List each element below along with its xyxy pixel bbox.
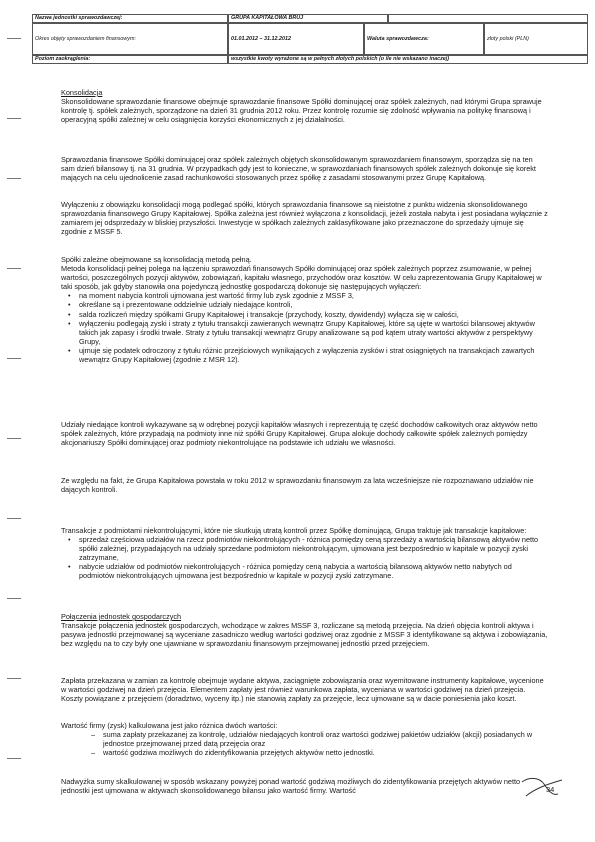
consolidation-paragraph: Wyłączeniu z obowiązku konsolidacji mogą podlegać spółki, których sprawozdania finansowe są nieistotne z punktu widzenia skonsolidowanego sprawozdania finansowego Grupy Kapitałowej. Spółka zależna jest również wyłączona z konsolidacji, jeżeli została nabyta i jest posiadana wyłącznie z zamiarem jej odsprzedaży w bliskiej przyszłości. Inwestycje w spółkach zależnych zaklasyfikowane jako przeznaczone do sprzedaży ujmuje się zgodnie z MSSF 5. [61, 200, 548, 237]
margin-mark [7, 518, 21, 519]
period-label: Okres objęty sprawozdaniem finansowym: [32, 23, 228, 55]
consideration-section [61, 676, 548, 703]
consolidation-heading: Konsolidacja [61, 88, 103, 97]
full-method-section [61, 255, 548, 364]
consolidation-paragraph: Sprawozdania finansowe Spółki dominującej oraz spółek zależnych objętych skonsolidowanym sprawozdaniem finansowym, sporządza się na ten sam dzień bilansowy tj. na 31 grudnia. W przypadkach gdy jest to konieczne, w sprawozdaniach finansowych spółek zależnych dokonuje się korekt mających na celu ujednolicenie zasad rachunkowości stosowanych przez spółkę z zasadami stosowanymi przez Grupę Kapitałową. [61, 155, 536, 183]
list-item: – wartość godziwa możliwych do zidentyfikowania przejętych aktywów netto jednostki. [61, 748, 548, 757]
list-item: • sprzedaż częściowa udziałów na rzecz podmiotów niekontrolujących - różnica pomiędzy ceną sprzedaży a wartością bilansową aktywów netto spółki zależnej, przypadających na udziały sprzedane podmiotom niekontrolującym, ujmowana jest bezpośrednio w kapitale w pozycji zyski zatrzymane, [61, 535, 548, 562]
transactions-list [61, 535, 548, 580]
exclusions-list [61, 291, 548, 364]
currency-label: Waluta sprawozdawcza: [364, 23, 484, 55]
transactions-intro: Transakcje z podmiotami niekontrolującymi, które nie skutkują utratą kontroli przez Spółkę dominującą, Grupa traktuje jak transakcje kapitałowe: [61, 526, 527, 535]
header-table [32, 14, 588, 76]
list-item: • ujmuje się podatek odroczony z tytułu różnic przejściowych wynikających z wyłączenia zysków i strat osiągniętych na transakcjach zawartych wewnątrz Grupy Kapitałowej (zgodnie z MSR 12). [61, 346, 548, 364]
margin-mark [7, 358, 21, 359]
consideration-paragraph: Zapłata przekazana w zamian za kontrolę obejmuje wydane aktywa, zaciągnięte zobowiązania oraz wyemitowane instrumenty kapitałowe, wycenione w wartości godziwej na dzień przejęcia. Elementem zapłaty jest również warunkowa zapłata, wyceniana w wartości godziwej na dzień przejęcia. Koszty powiązane z przejęciem (doradztwo, wyceny itp.) nie stanowią zapłaty za przejęcie, lecz ujmowane są w dacie poniesienia jako koszt. [61, 676, 544, 704]
full-method-intro: Spółki zależne obejmowane są konsolidacją metodą pełną. [61, 255, 252, 264]
signature-scribble [518, 774, 564, 804]
consolidation-section [61, 88, 548, 124]
goodwill-excess-paragraph: Nadwyżka sumy skalkulowanej w sposób wskazany powyżej ponad wartość godziwą możliwych do zidentyfikowania przejętych aktywów netto jednostki jest ujmowana w aktywach skonsolidowanego bilansu jako wartość firmy. Wartość [61, 777, 521, 796]
full-method-paragraph: Metoda konsolidacji pełnej polega na łączeniu sprawozdań finansowych Spółki dominującej oraz spółek zależnych poprzez zsumowanie, w pełnej wartości, poszczególnych pozycji aktywów, zobowiązań, kapitału własnego, przychodów oraz kosztów. W celu zaprezentowania Grupy Kapitałowej w taki sposób, jak gdyby stanowiła ona pojedynczą jednostkę gospodarczą dokonuje się następujących wyłączeń: [61, 264, 542, 292]
nci-note-paragraph: Ze względu na fakt, że Grupa Kapitałowa powstała w roku 2012 w sprawozdaniu finansowym za lata wcześniejsze nie rozpoznawano udziałów nie dających kontroli. [61, 476, 534, 495]
margin-mark [7, 438, 21, 439]
list-item: – suma zapłaty przekazanej za kontrolę, udziałów niedających kontroli oraz wartości godziwej pakietów udziałów (akcji) posiadanych w jednostce przejmowanej przed datą przejęcia oraz [61, 730, 548, 748]
consolidation-paragraph: Skonsolidowane sprawozdanie finansowe obejmuje sprawozdanie finansowe Spółki dominującej oraz spółek zależnych, nad którymi Grupa sprawuje kontrolę tj. spółek zależnych, sporządzone na dzień 31 grudnia 2012 roku. Przez kontrolę rozumie się zdolność wpływania na politykę finansową i operacyjną spółki zależnej w celu osiągnięcia korzyści ekonomicznych z jej działalności. [61, 97, 542, 125]
list-item: • określane są i prezentowane oddzielnie udziały niedające kontroli, [61, 300, 548, 309]
margin-mark [7, 118, 21, 119]
mergers-section [61, 612, 548, 648]
consolidation-section-2 [61, 155, 548, 182]
page-number: 34 [546, 785, 555, 794]
list-item: • nabycie udziałów od podmiotów niekontrolujących - różnica pomiędzy ceną nabycia a wartością bilansową aktywów netto nabytych od podmiotów niekontrolujących ujmowana jest bezpośrednio w kapitale w pozycji zyski zatrzymane. [61, 562, 548, 580]
nci-note-section [61, 476, 548, 494]
margin-mark [7, 38, 21, 39]
margin-mark [7, 268, 21, 269]
consolidation-section-3 [61, 200, 548, 236]
mergers-paragraph: Transakcje połączenia jednostek gospodarczych, wchodzące w zakres MSSF 3, rozliczane są metodą przejęcia. Na dzień objęcia kontroli aktywa i pasywa jednostki przejmowanej są wyceniane zasadniczo według wartości godziwej oraz zgodnie z MSSF 3 identyfikowane są aktywa i zobowiązania, bez względu na to czy były one ujawniane w sprawozdaniu finansowym przejmowanej jednostki przed przejęciem. [61, 621, 548, 649]
mergers-heading: Połączenia jednostek gospodarczych [61, 612, 182, 621]
list-item: • wyłączeniu podlegają zyski i straty z tytułu transakcji zawieranych wewnątrz Grupy Kapitałowej, które są ujęte w wartości bilansowej aktywów takich jak zapasy i środki trwałe. Straty z tytułu transakcji wewnątrz Grupy analizowane są pod kątem utraty wartości aktywów z perspektywy Grupy, [61, 319, 548, 346]
margin-mark [7, 178, 21, 179]
nci-paragraph: Udziały niedające kontroli wykazywane są w odrębnej pozycji kapitałów własnych i reprezentują tę część dochodów całkowitych oraz aktywów netto spółek zależnych, które przypadają na podmioty inne niż spółki Grupy Kapitałowej. Grupa alokuje dochody całkowite spółek zależnych pomiędzy akcjonariuszy Spółki dominującej oraz podmioty niekontrolujące na podstawie ich udziału we własności. [61, 420, 538, 448]
entity-name-label: Nazwa jednostki sprawozdawczej: [32, 14, 228, 23]
currency-value: złoty polski (PLN) [484, 23, 588, 55]
period-value: 01.01.2012 – 31.12.2012 [228, 23, 364, 55]
entity-name-value: GRUPA KAPITAŁOWA BRUJ [228, 14, 388, 23]
list-item: • na moment nabycia kontroli ujmowana jest wartość firmy lub zysk zgodnie z MSSF 3, [61, 291, 548, 300]
entity-name-empty [388, 14, 588, 23]
goodwill-list [61, 730, 548, 757]
goodwill-section [61, 721, 548, 757]
margin-mark [7, 678, 21, 679]
rounding-value: wszystkie kwoty wyrażone są w pełnych złotych polskich (o ile nie wskazano inaczej) [228, 55, 588, 64]
goodwill-intro: Wartość firmy (zysk) kalkulowana jest jako różnica dwóch wartości: [61, 721, 278, 730]
margin-mark [7, 758, 21, 759]
rounding-label: Poziom zaokrąglenia: [32, 55, 228, 64]
margin-mark [7, 598, 21, 599]
transactions-section [61, 526, 548, 581]
nci-section [61, 420, 548, 447]
goodwill-excess-section [61, 777, 548, 795]
list-item: • salda rozliczeń między spółkami Grupy Kapitałowej i transakcje (przychody, koszty, dywidendy) wyłącza się w całości, [61, 310, 548, 319]
